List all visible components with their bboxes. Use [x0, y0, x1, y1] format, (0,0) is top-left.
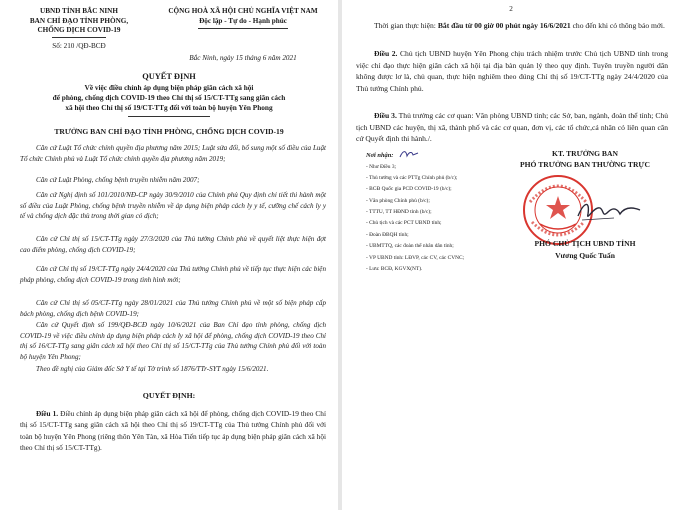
org-line-1: UBND TỈNH BẮC NINH — [40, 7, 118, 15]
basis-1: Căn cứ Luật Tổ chức chính quyền địa phương năm 2015; Luật sửa đổi, bổ sung một số điều của Luật Tổ chức Chính phủ và Luật Tổ chức chính quyền địa phương năm 2019; — [20, 144, 326, 163]
decides-heading: QUYẾT ĐỊNH: — [142, 391, 196, 400]
nation-line-1: CỘNG HOÀ XÃ HỘI CHỦ NGHĨA VIỆT NAM — [168, 7, 318, 15]
recipient-item: - Lưu: BCĐ, KGVX(NT). — [366, 266, 423, 272]
recipient-item: - Chủ tịch và các PCT UBND tỉnh; — [366, 220, 442, 226]
recipients-title: Nơi nhận: — [366, 152, 394, 159]
place-date: Bắc Ninh, ngày 15 tháng 6 năm 2021 — [189, 54, 297, 62]
recipient-item: - Như Điều 3; — [366, 164, 397, 170]
recipient-item: - VP UBND tỉnh: LĐVP, các CV, các CVNC; — [366, 255, 465, 261]
recipient-item: - BCĐ Quốc gia PCD COVID-19 (b/c); — [366, 186, 452, 192]
article-3-label: Điều 3. — [374, 111, 397, 120]
effective-label: Thời gian thực hiện: — [374, 21, 436, 30]
effective-time — [356, 20, 668, 32]
effective-tail: cho đến khi có thông báo mới. — [572, 21, 665, 30]
sign-line-2: PHÓ TRƯỞNG BAN THƯỜNG TRỰC — [520, 160, 650, 169]
handwritten-signature — [574, 196, 644, 226]
basis-7: Căn cứ Quyết định số 199/QĐ-BCĐ ngày 10/6/2021 của Ban Chỉ đạo tỉnh phòng, chống dịch COVID-19 về việc điều chỉnh áp dụng biện pháp cách ly xã hội để phòng, chống dịch COVID-19 theo Chỉ thị số 16/CT-TTg sang giãn cách xã hội theo Chỉ thị số 15/CT-TTg của Thủ tướng Chính phủ đối với toàn bộ huyện Yên Phong; — [20, 321, 326, 361]
article-2-text: Chủ tịch UBND huyện Yên Phong chịu trách nhiệm trước Chủ tịch UBND tỉnh trong việc chỉ đạo thực hiện giãn cách xã hội tại địa bàn quản lý theo quy định. Tuyên truyền người dân không được lơ là, chủ quan, thực hiện nghiêm theo đúng Chỉ thị số 19/CT-TTg ngày 24/4/2020 của Thủ tướng Chính phủ. — [356, 49, 668, 93]
sign-line-1: KT. TRƯỞNG BAN — [552, 149, 618, 158]
article-3-text: Thủ trưởng các cơ quan: Văn phòng UBND tỉnh; các Sở, ban, ngành, đoàn thể tỉnh; Chủ tịch UBND các huyện, thị xã, thành phố và các cơ quan, đơn vị, các tổ chức,cá nhân có liên quan căn cứ Quyết định thi hành./. — [356, 111, 669, 144]
recipient-item: - Thủ tướng và các PTTg Chính phủ (b/c); — [366, 175, 458, 181]
nation-line-2: Độc lập - Tự do - Hạnh phúc — [199, 17, 287, 25]
subject-underline — [128, 116, 210, 117]
signer-title: PHÓ CHỦ TỊCH UBND TỈNH — [534, 239, 636, 248]
org-line-3: CHỐNG DỊCH COVID-19 — [37, 26, 121, 34]
article-3 — [356, 110, 668, 145]
article-1 — [20, 408, 326, 454]
article-1-text: Điều chỉnh áp dụng biện pháp giãn cách xã hội để phòng, chống dịch COVID-19 theo Chỉ thị số 15/CT-TTg sang giãn cách xã hội theo Chỉ thị số 19/CT-TTg của Thủ tướng Chính phủ đối với toàn bộ huyện Yên Phong (riêng thôn Yên Tàn, xã Hòa Tiến tiếp tục áp dụng biện pháp giãn cách xã hội theo Chỉ thị số 15/CT-TTg). — [20, 409, 326, 453]
basis-6: Căn cứ Chỉ thị số 05/CT-TTg ngày 28/01/2021 của Thủ tướng Chính phủ về một số biện pháp cấp bách phòng, chống dịch bệnh COVID-19; — [20, 299, 326, 318]
org-underline — [52, 37, 106, 38]
article-2-label: Điều 2. — [374, 49, 398, 58]
basis-4: Căn cứ Chỉ thị số 15/CT-TTg ngày 27/3/2020 của Thủ tướng Chính phủ về quyết liệt thực hiện đợt cao điểm phòng, chống dịch COVID-19; — [20, 235, 326, 254]
doc-number: Số: 210 /QĐ-BCĐ — [52, 42, 106, 50]
subject-line-2: để phòng, chống dịch COVID-19 theo Chỉ thị số 15/CT-TTg sang giãn cách — [52, 93, 286, 102]
recipient-item: - UBMTTQ, các đoàn thể nhân dân tỉnh; — [366, 243, 454, 249]
basis-5: Căn cứ Chỉ thị số 19/CT-TTg ngày 24/4/2020 của Thủ tướng Chính phủ về tiếp tục thực hiện các biện pháp phòng, chống dịch COVID-19 trong tình hình mới; — [20, 265, 326, 284]
article-1-label: Điều 1. — [36, 409, 59, 418]
basis-2: Căn cứ Luật Phòng, chống bệnh truyền nhiễm năm 2007; — [36, 176, 200, 184]
nation-underline — [198, 28, 288, 29]
article-2 — [356, 48, 668, 94]
subject-line-3: xã hội theo Chỉ thị số 19/CT-TTg đối với toàn bộ huyện Yên Phong — [65, 103, 273, 112]
basis-8: Theo đề nghị của Giám đốc Sở Y tế tại Tờ trình số 1876/TTr-SYT ngày 15/6/2021. — [36, 365, 269, 373]
recipient-item: - Văn phòng Chính phủ (b/c); — [366, 198, 430, 204]
document-page-2 — [342, 0, 680, 510]
initials-mark — [398, 148, 420, 160]
decision-title: QUYẾT ĐỊNH — [142, 72, 196, 81]
recipient-item: - Đoàn ĐBQH tỉnh; — [366, 232, 409, 238]
basis-3: Căn cứ Nghị định số 101/2010/NĐ-CP ngày 30/9/2010 của Chính phủ Quy định chi tiết thi hành một số điều của Luật Phòng, chống bệnh truyền nhiễm về áp dụng biện pháp cách ly y tế, cưỡng chế cách ly y tế và chống dịch đặc thù trong thời gian có dịch; — [20, 191, 326, 221]
page-number: 2 — [509, 5, 513, 13]
document-page-1 — [0, 0, 338, 510]
authority-heading: TRƯỞNG BAN CHỈ ĐẠO TỈNH PHÒNG, CHỐNG DỊCH COVID-19 — [54, 127, 284, 136]
effective-value: Bắt đầu từ 00 giờ 00 phút ngày 16/6/2021 — [437, 21, 571, 30]
signer-name: Vương Quốc Tuấn — [555, 251, 615, 260]
org-line-2: BAN CHỈ ĐẠO TỈNH PHÒNG, — [29, 17, 129, 25]
recipient-item: - TTTU, TT HĐND tỉnh (b/c); — [366, 209, 432, 215]
subject-line-1: Về việc điều chỉnh áp dụng biện pháp giãn cách xã hội — [84, 83, 254, 92]
